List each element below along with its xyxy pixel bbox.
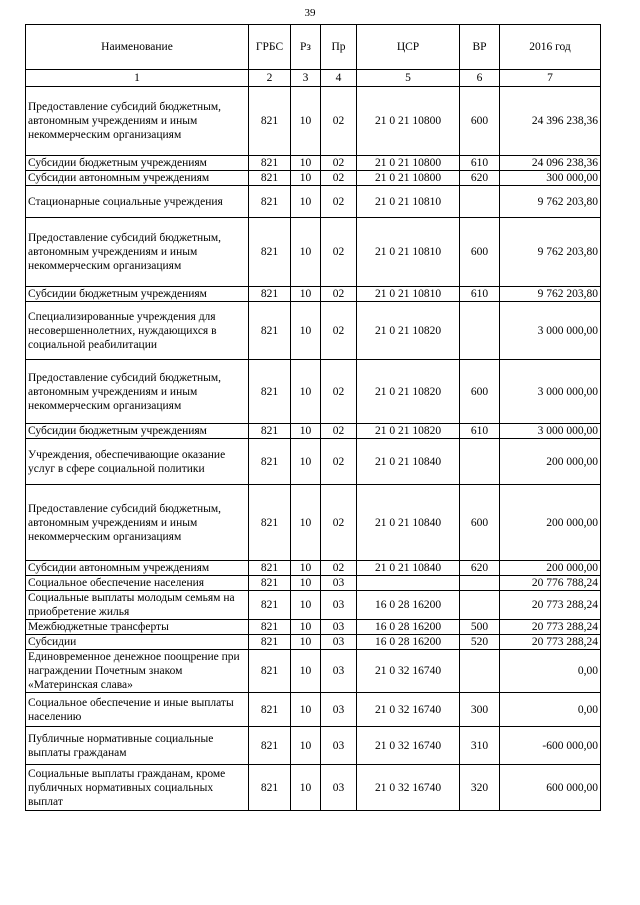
row-rz: 10 — [291, 287, 321, 302]
row-csr — [357, 576, 460, 591]
header-name: Наименование — [26, 25, 249, 70]
header-rz: Рз — [291, 25, 321, 70]
row-pr: 02 — [321, 156, 357, 171]
row-amount: 9 762 203,80 — [500, 218, 601, 287]
table-row — [26, 576, 601, 591]
row-amount: 600 000,00 — [500, 765, 601, 811]
table-row — [26, 635, 601, 650]
row-grbs: 821 — [249, 485, 291, 561]
row-grbs: 821 — [249, 635, 291, 650]
row-csr: 21 0 32 16740 — [357, 693, 460, 727]
row-vr: 610 — [460, 156, 500, 171]
row-name: Социальные выплаты молодым семьям на приобретение жилья — [26, 591, 249, 620]
table-row — [26, 765, 601, 811]
row-vr: 310 — [460, 727, 500, 765]
row-csr: 21 0 21 10800 — [357, 87, 460, 156]
row-grbs: 821 — [249, 620, 291, 635]
table-header-row — [26, 25, 601, 70]
row-name: Учреждения, обеспечивающие оказание услуг в сфере социальной политики — [26, 439, 249, 485]
row-rz: 10 — [291, 171, 321, 186]
row-name: Социальное обеспечение населения — [26, 576, 249, 591]
row-grbs: 821 — [249, 171, 291, 186]
column-number: 7 — [500, 70, 601, 87]
row-name: Предоставление субсидий бюджетным, автономным учреждениям и иным некоммерческим организациям — [26, 218, 249, 287]
row-name: Субсидии — [26, 635, 249, 650]
row-pr: 02 — [321, 87, 357, 156]
row-vr: 320 — [460, 765, 500, 811]
table-row — [26, 439, 601, 485]
row-grbs: 821 — [249, 439, 291, 485]
row-pr: 02 — [321, 302, 357, 360]
table-row — [26, 485, 601, 561]
row-vr: 620 — [460, 561, 500, 576]
row-rz: 10 — [291, 360, 321, 424]
row-rz: 10 — [291, 635, 321, 650]
row-name: Субсидии бюджетным учреждениям — [26, 424, 249, 439]
row-amount: 20 773 288,24 — [500, 620, 601, 635]
table-row — [26, 693, 601, 727]
row-csr: 21 0 21 10840 — [357, 439, 460, 485]
column-number-row — [26, 70, 601, 87]
row-rz: 10 — [291, 561, 321, 576]
row-amount: 3 000 000,00 — [500, 424, 601, 439]
column-number: 5 — [357, 70, 460, 87]
column-number: 4 — [321, 70, 357, 87]
row-grbs: 821 — [249, 156, 291, 171]
row-csr: 21 0 21 10810 — [357, 218, 460, 287]
table-row — [26, 186, 601, 218]
row-rz: 10 — [291, 765, 321, 811]
row-csr: 21 0 21 10800 — [357, 171, 460, 186]
row-rz: 10 — [291, 439, 321, 485]
row-vr — [460, 439, 500, 485]
row-vr: 610 — [460, 287, 500, 302]
row-rz: 10 — [291, 650, 321, 693]
page-number: 39 — [304, 7, 316, 19]
row-csr: 21 0 21 10820 — [357, 424, 460, 439]
budget-table — [25, 24, 601, 811]
row-csr: 21 0 32 16740 — [357, 650, 460, 693]
row-vr: 600 — [460, 218, 500, 287]
table-row — [26, 171, 601, 186]
row-name: Субсидии бюджетным учреждениям — [26, 287, 249, 302]
row-name: Единовременное денежное поощрение при награждении Почетным знаком «Материнская слава» — [26, 650, 249, 693]
column-number: 3 — [291, 70, 321, 87]
row-rz: 10 — [291, 302, 321, 360]
row-csr: 21 0 32 16740 — [357, 727, 460, 765]
table-row — [26, 591, 601, 620]
table-row — [26, 156, 601, 171]
row-pr: 03 — [321, 727, 357, 765]
row-vr: 620 — [460, 171, 500, 186]
row-rz: 10 — [291, 218, 321, 287]
row-name: Публичные нормативные социальные выплаты гражданам — [26, 727, 249, 765]
column-number: 1 — [26, 70, 249, 87]
header-year: 2016 год — [500, 25, 601, 70]
table-row — [26, 650, 601, 693]
row-vr — [460, 302, 500, 360]
table-row — [26, 727, 601, 765]
row-csr: 16 0 28 16200 — [357, 620, 460, 635]
table-body — [26, 87, 601, 811]
row-rz: 10 — [291, 485, 321, 561]
row-amount: 9 762 203,80 — [500, 186, 601, 218]
row-name: Предоставление субсидий бюджетным, автономным учреждениям и иным некоммерческим организациям — [26, 87, 249, 156]
row-vr: 600 — [460, 485, 500, 561]
row-csr: 21 0 21 10840 — [357, 561, 460, 576]
row-grbs: 821 — [249, 591, 291, 620]
row-vr — [460, 650, 500, 693]
row-rz: 10 — [291, 87, 321, 156]
row-amount: 24 396 238,36 — [500, 87, 601, 156]
row-csr: 16 0 28 16200 — [357, 635, 460, 650]
table-row — [26, 87, 601, 156]
row-pr: 02 — [321, 424, 357, 439]
row-vr: 610 — [460, 424, 500, 439]
row-vr — [460, 186, 500, 218]
row-grbs: 821 — [249, 218, 291, 287]
row-name: Предоставление субсидий бюджетным, автономным учреждениям и иным некоммерческим организациям — [26, 360, 249, 424]
row-name: Специализированные учреждения для несовершеннолетних, нуждающихся в социальной реабилитации — [26, 302, 249, 360]
row-amount: 200 000,00 — [500, 485, 601, 561]
header-vr: ВР — [460, 25, 500, 70]
row-pr: 02 — [321, 287, 357, 302]
row-vr: 500 — [460, 620, 500, 635]
row-amount: 3 000 000,00 — [500, 302, 601, 360]
row-rz: 10 — [291, 693, 321, 727]
row-name: Субсидии автономным учреждениям — [26, 171, 249, 186]
row-pr: 02 — [321, 186, 357, 218]
row-name: Предоставление субсидий бюджетным, автономным учреждениям и иным некоммерческим организациям — [26, 485, 249, 561]
row-amount: 20 773 288,24 — [500, 635, 601, 650]
row-csr: 16 0 28 16200 — [357, 591, 460, 620]
row-vr: 600 — [460, 87, 500, 156]
row-name: Социальные выплаты гражданам, кроме публичных нормативных социальных выплат — [26, 765, 249, 811]
row-amount: 0,00 — [500, 650, 601, 693]
row-pr: 03 — [321, 576, 357, 591]
row-grbs: 821 — [249, 424, 291, 439]
row-pr: 02 — [321, 485, 357, 561]
row-vr: 600 — [460, 360, 500, 424]
column-number: 2 — [249, 70, 291, 87]
row-amount: 300 000,00 — [500, 171, 601, 186]
row-amount: -600 000,00 — [500, 727, 601, 765]
row-rz: 10 — [291, 591, 321, 620]
row-grbs: 821 — [249, 87, 291, 156]
row-grbs: 821 — [249, 287, 291, 302]
column-number: 6 — [460, 70, 500, 87]
row-vr — [460, 591, 500, 620]
row-grbs: 821 — [249, 650, 291, 693]
row-name: Социальное обеспечение и иные выплаты населению — [26, 693, 249, 727]
row-grbs: 821 — [249, 576, 291, 591]
row-grbs: 821 — [249, 360, 291, 424]
table-row — [26, 424, 601, 439]
row-amount: 9 762 203,80 — [500, 287, 601, 302]
row-amount: 200 000,00 — [500, 561, 601, 576]
header-pr: Пр — [321, 25, 357, 70]
table-row — [26, 302, 601, 360]
row-pr: 02 — [321, 561, 357, 576]
row-name: Субсидии автономным учреждениям — [26, 561, 249, 576]
row-pr: 03 — [321, 650, 357, 693]
row-amount: 20 773 288,24 — [500, 591, 601, 620]
row-vr: 520 — [460, 635, 500, 650]
row-grbs: 821 — [249, 765, 291, 811]
row-rz: 10 — [291, 186, 321, 218]
header-grbs: ГРБС — [249, 25, 291, 70]
row-pr: 03 — [321, 635, 357, 650]
row-pr: 03 — [321, 693, 357, 727]
row-grbs: 821 — [249, 727, 291, 765]
row-csr: 21 0 32 16740 — [357, 765, 460, 811]
row-grbs: 821 — [249, 693, 291, 727]
row-grbs: 821 — [249, 186, 291, 218]
table-row — [26, 218, 601, 287]
header-csr: ЦСР — [357, 25, 460, 70]
row-amount: 20 776 788,24 — [500, 576, 601, 591]
row-rz: 10 — [291, 424, 321, 439]
row-amount: 24 096 238,36 — [500, 156, 601, 171]
row-grbs: 821 — [249, 302, 291, 360]
row-csr: 21 0 21 10810 — [357, 287, 460, 302]
row-vr: 300 — [460, 693, 500, 727]
row-pr: 02 — [321, 171, 357, 186]
row-name: Субсидии бюджетным учреждениям — [26, 156, 249, 171]
row-rz: 10 — [291, 156, 321, 171]
row-name: Межбюджетные трансферты — [26, 620, 249, 635]
table-row — [26, 561, 601, 576]
table-row — [26, 287, 601, 302]
row-pr: 02 — [321, 439, 357, 485]
row-csr: 21 0 21 10820 — [357, 360, 460, 424]
table-row — [26, 360, 601, 424]
row-amount: 3 000 000,00 — [500, 360, 601, 424]
table-row — [26, 620, 601, 635]
row-pr: 03 — [321, 765, 357, 811]
row-rz: 10 — [291, 727, 321, 765]
row-grbs: 821 — [249, 561, 291, 576]
row-pr: 03 — [321, 591, 357, 620]
row-amount: 200 000,00 — [500, 439, 601, 485]
row-csr: 21 0 21 10800 — [357, 156, 460, 171]
row-rz: 10 — [291, 620, 321, 635]
row-amount: 0,00 — [500, 693, 601, 727]
row-vr — [460, 576, 500, 591]
row-name: Стационарные социальные учреждения — [26, 186, 249, 218]
row-pr: 02 — [321, 360, 357, 424]
row-csr: 21 0 21 10840 — [357, 485, 460, 561]
row-csr: 21 0 21 10820 — [357, 302, 460, 360]
row-pr: 03 — [321, 620, 357, 635]
row-pr: 02 — [321, 218, 357, 287]
row-rz: 10 — [291, 576, 321, 591]
row-csr: 21 0 21 10810 — [357, 186, 460, 218]
